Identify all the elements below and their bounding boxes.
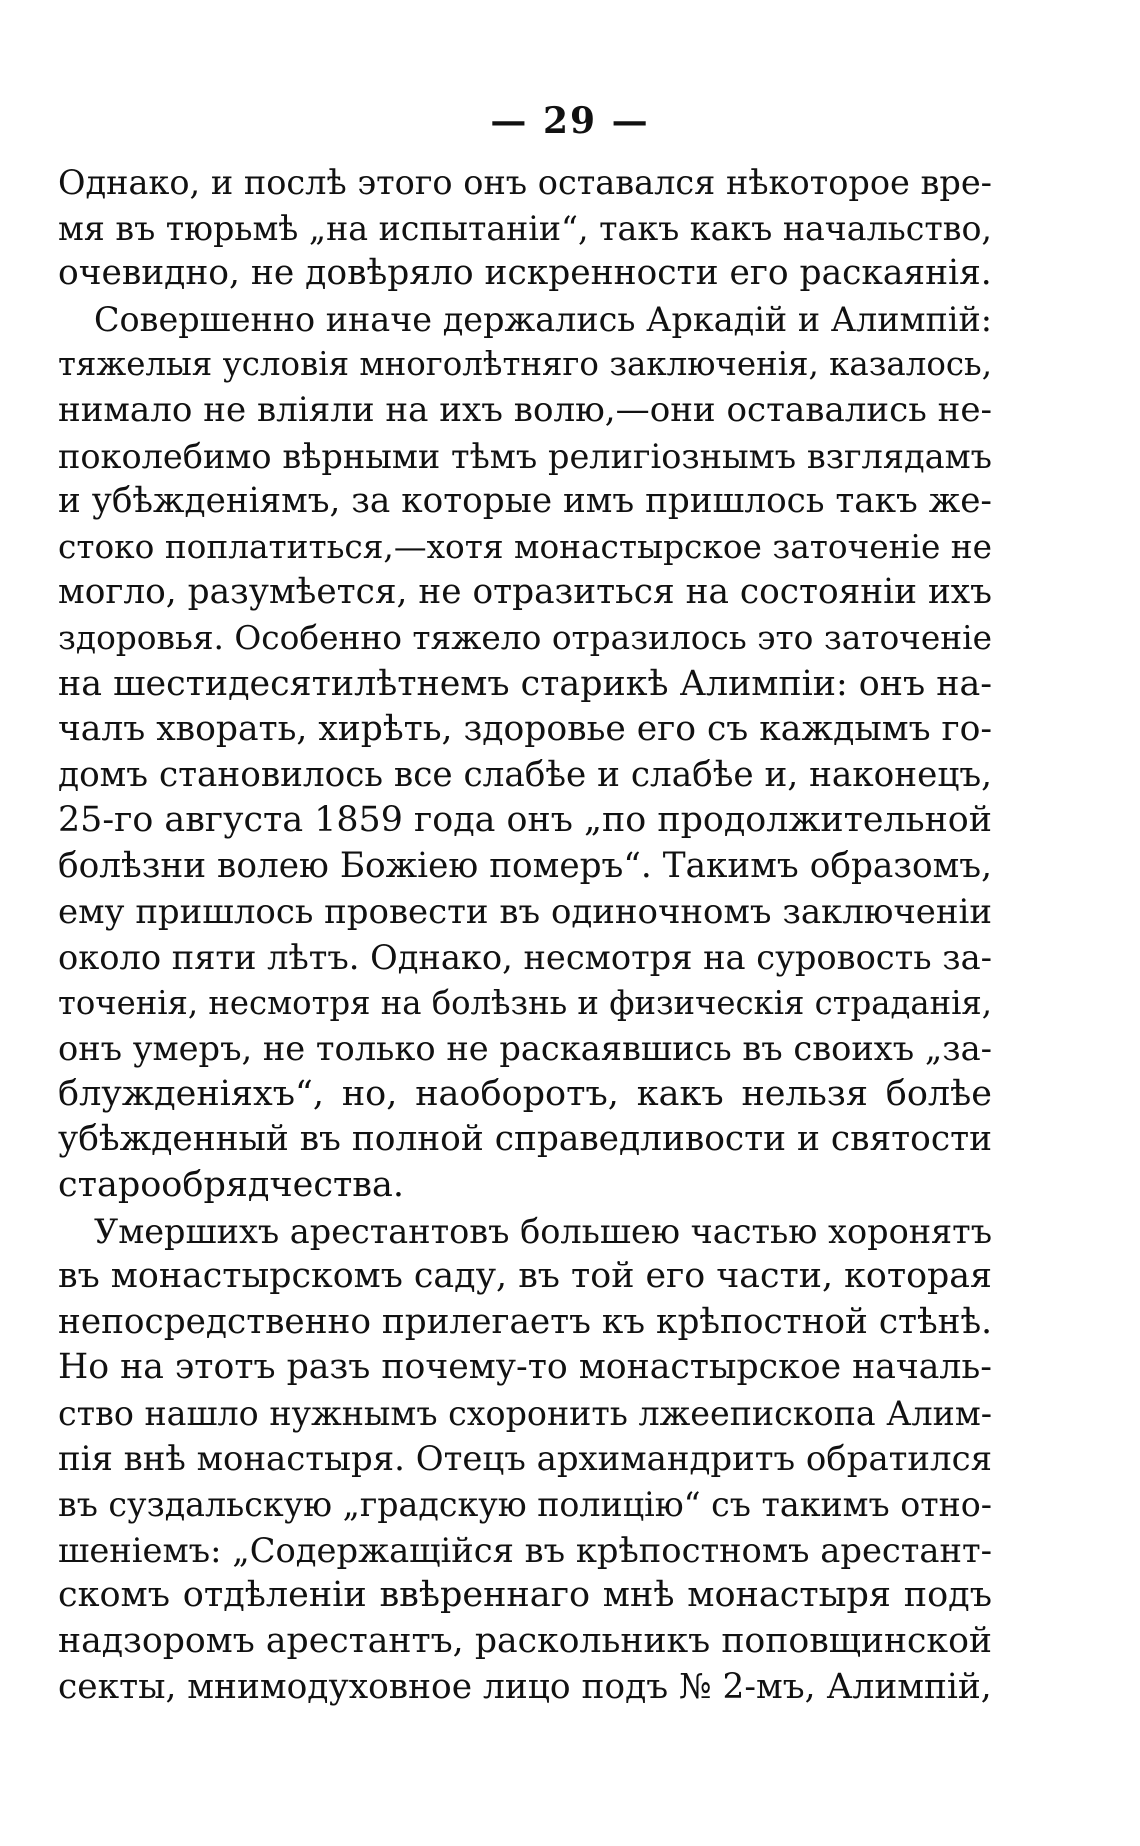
text-line: могло, разумѣется, не отразиться на состояніи ихъ	[58, 572, 992, 613]
text-line: въ суздальскую „градскую полицію“ съ такимъ отно-	[58, 1485, 992, 1525]
text-line: здоровья. Особенно тяжело отразилось это заточеніе	[58, 618, 992, 657]
text-line: пія внѣ монастыря. Отецъ архимандритъ обратился	[58, 1439, 992, 1479]
text-line: въ монастырскомъ саду, въ той его части, которая	[58, 1256, 992, 1297]
text-line: болѣзни волею Божіею померъ“. Такимъ образомъ,	[58, 845, 992, 886]
text-line: Умершихъ арестантовъ большею частью хоронятъ	[94, 1211, 992, 1251]
text-line: очевидно, не довѣряло искренности его раскаянія.	[58, 253, 992, 294]
text-line: мя въ тюрьмѣ „на испытаніи“, такъ какъ начальство,	[58, 208, 992, 248]
text-line: блужденіяхъ“, но, наоборотъ, какъ нельзя болѣе	[58, 1073, 992, 1114]
text-line: чалъ хворать, хирѣть, здоровье его съ каждымъ го-	[58, 709, 993, 750]
text-line: и убѣжденіямъ, за которые имъ пришлось такъ же-	[58, 481, 992, 522]
text-line: надзоромъ арестантъ, раскольникъ поповщинской	[58, 1621, 992, 1661]
body-text	[58, 160, 992, 1710]
text-line: нимало не вліяли на ихъ волю,—они оставались не-	[58, 389, 992, 430]
page-number: — 29 —	[490, 100, 650, 142]
text-line: скомъ отдѣленіи ввѣреннаго мнѣ монастыря подъ	[58, 1575, 992, 1616]
text-line: на шестидесятилѣтнемъ старикѣ Алимпіи: онъ на-	[58, 663, 992, 704]
text-line: секты, мнимодуховное лицо подъ № 2-мъ, Алимпій,	[58, 1666, 992, 1707]
text-line: убѣжденный въ полной справедливости и святости	[58, 1119, 992, 1160]
text-line: ство нашло нужнымъ схоронить лжеепископа Алим-	[58, 1394, 992, 1434]
text-line: 25-го августа 1859 года онъ „по продолжительной	[58, 800, 992, 841]
text-line: ему пришлось провести въ одиночномъ заключеніи	[58, 891, 992, 932]
text-line: около пяти лѣтъ. Однако, несмотря на суровость за-	[58, 938, 992, 978]
text-line: стоко поплатиться,—хотя монастырское заточеніе не	[58, 527, 992, 566]
paragraph	[58, 297, 992, 1209]
text-line: поколебимо вѣрными тѣмъ религіознымъ взглядамъ	[58, 436, 992, 476]
text-line: старообрядчества.	[58, 1165, 405, 1206]
text-line: точенія, несмотря на болѣзнь и физическія страданія,	[58, 983, 993, 1022]
text-line: тяжелыя условія многолѣтняго заключенія, казалось,	[58, 345, 992, 384]
text-line: Но на этотъ разъ почему-то монастырское началь-	[58, 1347, 992, 1388]
text-line: Однако, и послѣ этого онъ оставался нѣкоторое вре-	[58, 163, 992, 202]
text-line: непосредственно прилегаетъ къ крѣпостной стѣнѣ.	[58, 1301, 992, 1342]
paragraph	[58, 1209, 992, 1711]
text-line: шеніемъ: „Содержащійся въ крѣпостномъ арестант-	[58, 1530, 992, 1570]
text-line: Совершенно иначе держались Аркадій и Алимпій:	[94, 299, 992, 339]
text-line: онъ умеръ, не только не раскаявшись въ своихъ „за-	[58, 1029, 992, 1069]
paragraph	[58, 160, 992, 297]
text-line: домъ становилось все слабѣе и слабѣе и, наконецъ,	[58, 754, 992, 795]
